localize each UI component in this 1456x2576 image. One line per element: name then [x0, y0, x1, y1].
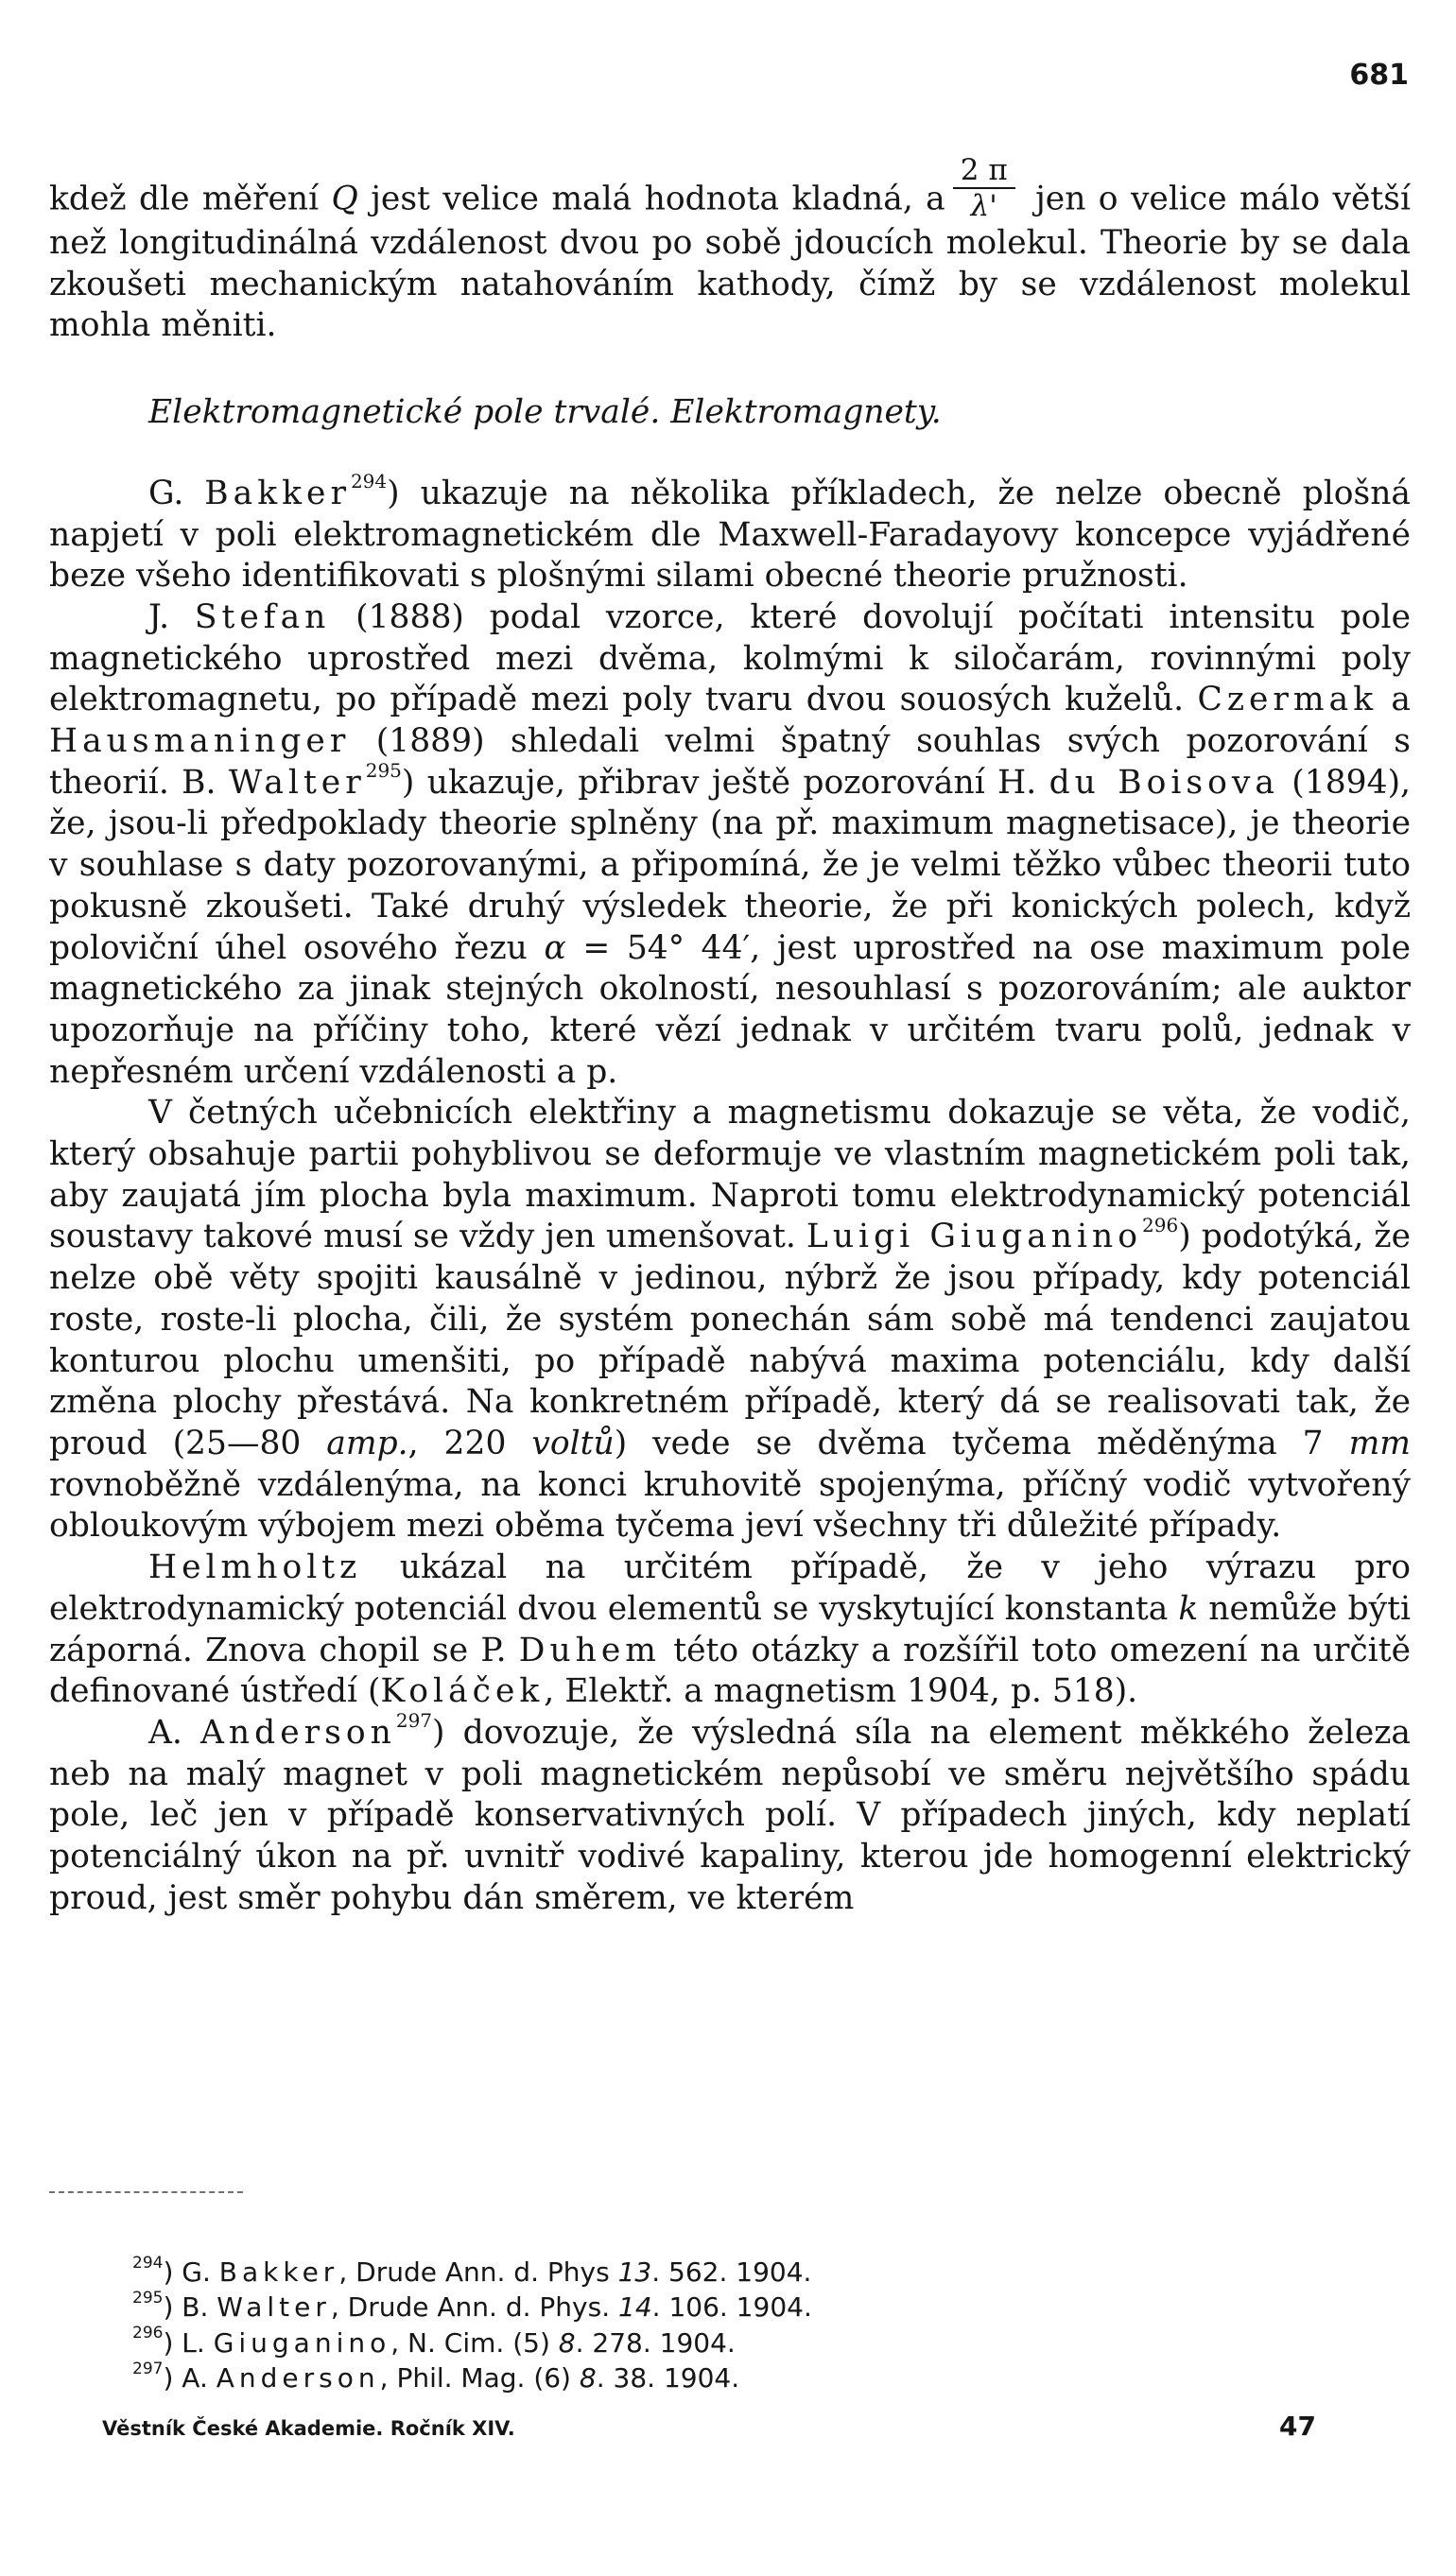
fraction-2pi-lambda: $\frac{2 \pi}{\lambda'}$	[953, 153, 1015, 223]
page-footer	[102, 2411, 1316, 2442]
page-number: 681	[1349, 59, 1409, 92]
paragraph-4: V četných učebnicích elektřiny a magnetismu dokazuje se věta, že vodič, který obsahuje partii pohyblivou se deformuje ve vlastním magnetickém poli tak, aby zaujatá jím plocha byla maximum. Naproti tomu elektrodynamický potenciál soustavy takové musí se vždy jen umenšovat. Luigi Giuganino$^{296}$) podotýká, že nelze obě věty spojiti kausálně v jedinou, nýbrž že jsou případy, kdy potenciál roste, roste-li plocha, čili, že systém ponechán sám sobě má tendenci zaujatou konturou plochu umenšiti, po případě nabývá maxima potenciálu, kdy další změna plochy přestává. Na konkretném případě, který dá se realisovati tak, že proud (25—80 amp., 220 voltů) vede se dvěma tyčema měděnýma 7 mm rovnoběžně vzdálenýma, na konci kruhovitě spojenýma, příčný vodič vytvořený obloukovým výbojem mezi oběma tyčema jeví všechny tři důležité případy.	[49, 1094, 1411, 1546]
paragraph-3: J. Stefan (1888) podal vzorce, které dovolují počítati intensitu pole magnetického uprostřed mezi dvěma, kolmými k siločarám, rovinnými poly elektromagnetu, po případě mezi poly tvaru dvou souosých kuželů. Czermak a Hausmaninger (1889) shledali velmi špatný souhlas svých pozorování s theorií. B. Walter$^{295}$) ukazuje, přibrav ještě pozorování H. du Boisova (1894), že, jsou-li předpoklady theorie splněny (na př. maximum magnetisace), je theorie v souhlase s daty pozorovanými, a připomíná, že je velmi těžko vůbec theorii tuto pokusně zkoušeti. Také druhý výsledek theorie, že při konických polech, když poloviční úhel osového řezu α = 54° 44′, jest uprostřed na ose maximum pole magnetického za jinak stejných okolností, nesouhlasí s pozorováním; ale auktor upozorňuje na příčiny toho, které vězí jednak v určitém tvaru polů, jednak v nepřesném určení vzdálenosti a p.	[49, 597, 1411, 1091]
footnote-294: $^{294}$) G. Bakker, Drude Ann. d. Phys 13. 562. 1904.	[132, 2253, 812, 2288]
footnote-295: $^{295}$) B. Walter, Drude Ann. d. Phys. 14. 106. 1904.	[132, 2288, 812, 2324]
footnote-ref: 297	[395, 1709, 433, 1733]
paragraph-2: G. Bakker$^{294}$) ukazuje na několika příkladech, že nelze obecně plošná napjetí v poli elektromagnetickém dle Maxwell-Faradayovy koncepce vyjádřené beze všeho identifikovati s plošnými silami obecné theorie pružnosti.	[49, 470, 1412, 596]
paragraph-5: Helmholtz ukázal na určitém případě, že v jeho výrazu pro elektrodynamický potenciál dvou elementů se vyskytující konstanta k nemůže býti záporná. Znova chopil se P. Duhem této otázky a rozšířil toto omezení na určitě definované ústředí (Koláček, Elektř. a magnetism 1904, p. 518).	[49, 1548, 1411, 1711]
paragraph-6: A. Anderson$^{297}$) dovozuje, že výsledná síla na element měkkého železa neb na malý magnet v poli magnetickém nepůsobí ve směru největšího spádu pole, leč jen v případě konservativných polí. V případech jiných, kdy neplatí potenciálný úkon na př. uvnitř vodivé kapaliny, kterou jde homogenní elektrický proud, jest směr pohybu dán směrem, ve kterém	[49, 1709, 1411, 1917]
paragraph-1: kdež dle měření Q jest velice malá hodnota kladná, a $\frac{2 \pi}{\lambda'}$ jen o velice málo větší než longitudinálná vzdálenost dvou po sobě jdoucích molekul. Theorie by se dala zkoušeti mechanickým natahováním kathody, čímž by se vzdálenost molekul mohla měniti.	[49, 153, 1411, 345]
footnote-ref: 295	[365, 759, 402, 783]
footnote-297: $^{297}$) A. Anderson, Phil. Mag. (6) 8. 38. 1904.	[132, 2359, 740, 2394]
sheet-number: 47	[1279, 2411, 1316, 2442]
footnote-296: $^{296}$) L. Giuganino, N. Cim. (5) 8. 278. 1904.	[132, 2324, 736, 2359]
footnotes	[132, 2255, 1078, 2395]
journal-imprint: Věstník České Akademie. Ročník XIV.	[102, 2417, 515, 2440]
footnote-divider	[49, 2191, 243, 2193]
main-text	[49, 153, 1412, 1919]
section-heading: Elektromagnetické pole trvalé. Elektromagnety.	[148, 393, 942, 432]
footnote-ref: 294	[350, 470, 388, 493]
footnote-ref: 296	[1142, 1213, 1179, 1236]
